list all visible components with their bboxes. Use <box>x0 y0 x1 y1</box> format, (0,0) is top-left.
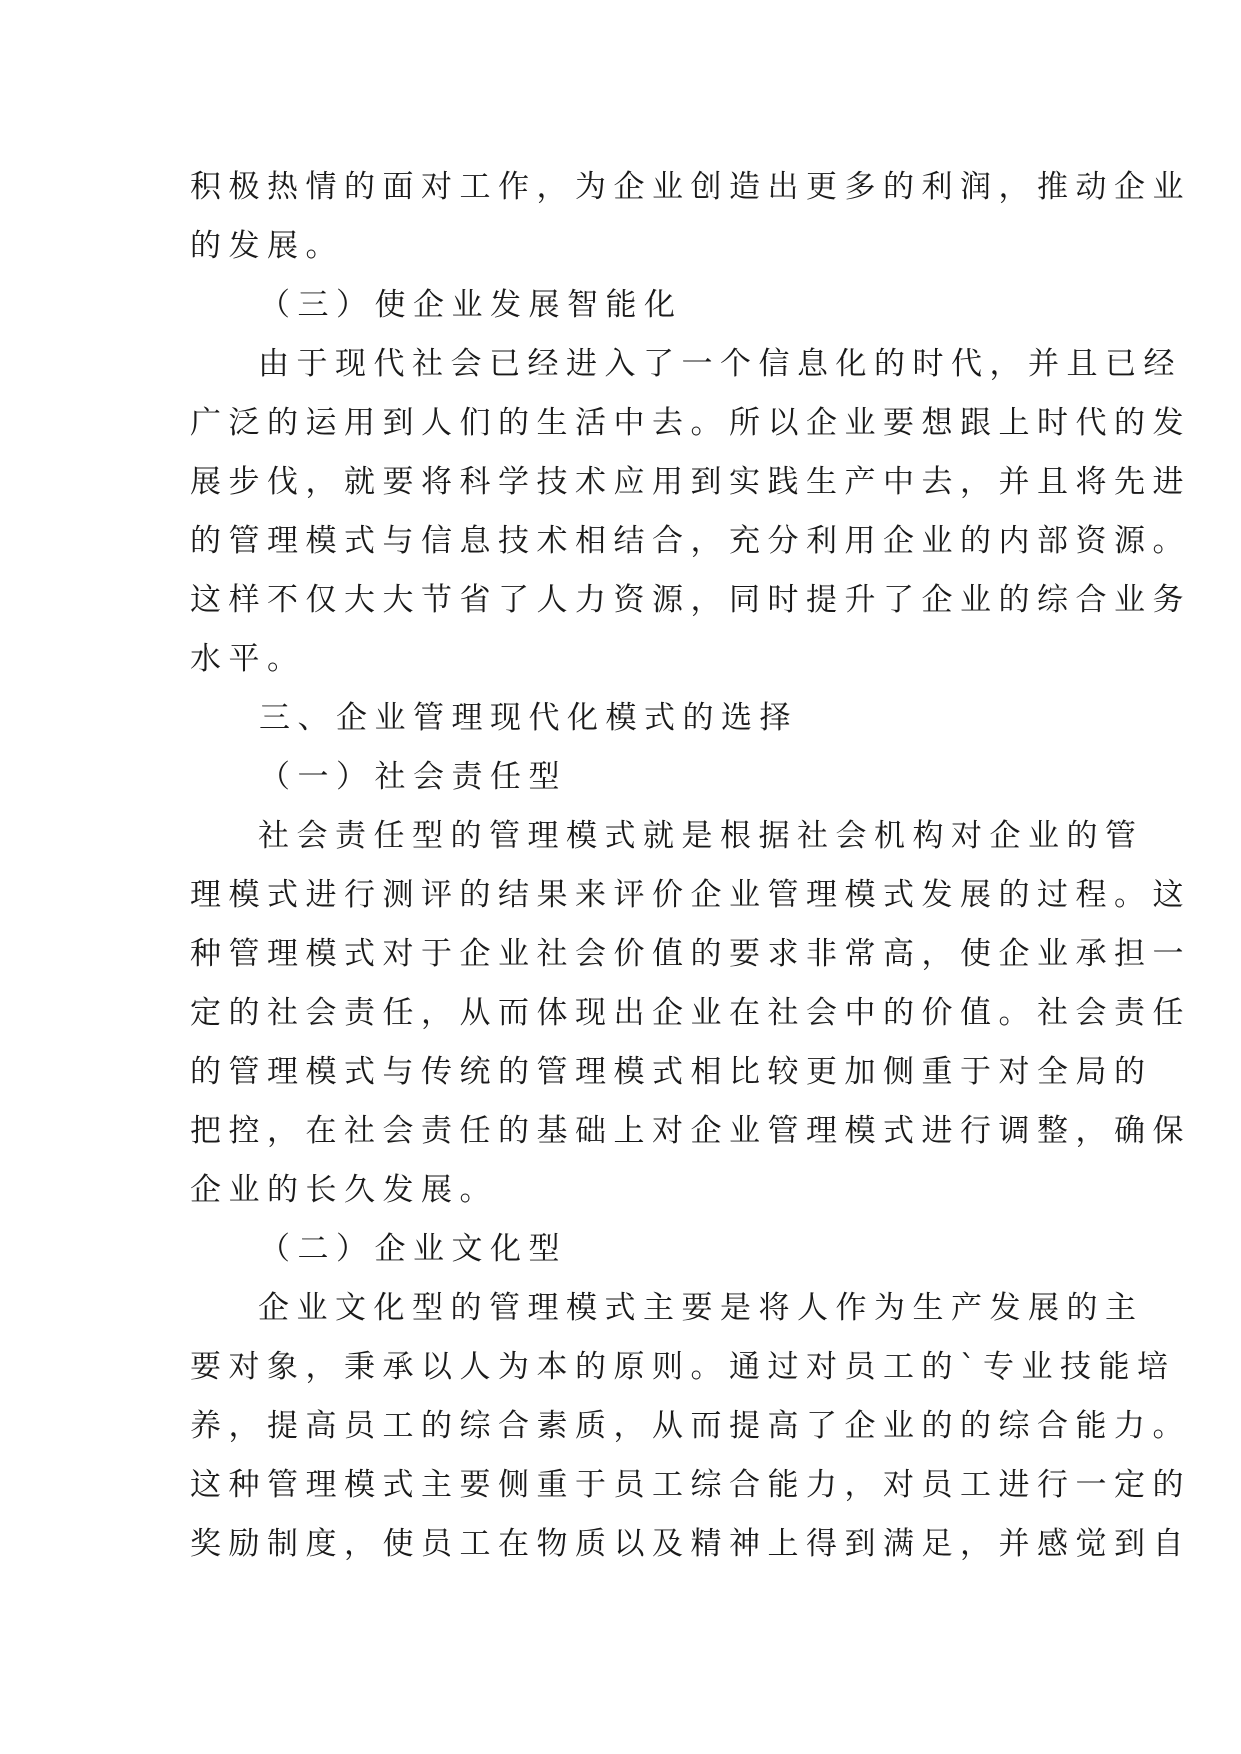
paragraph-start: 企业文化型的管理模式主要是将人作为生产发展的主 <box>258 1290 1144 1326</box>
text-line-7: 的管理模式与信息技术相结合，充分利用企业的内部资源。 <box>190 523 1191 559</box>
text-line-14: 种管理模式对于企业社会价值的要求非常高，使企业承担一 <box>190 936 1191 972</box>
paragraph-start: 社会责任型的管理模式就是根据社会机构对企业的管 <box>258 818 1144 854</box>
text-line-16: 的管理模式与传统的管理模式相比较更加侧重于对全局的 <box>190 1054 1153 1090</box>
text-line-13: 理模式进行测评的结果来评价企业管理模式发展的过程。这 <box>190 877 1191 913</box>
text-line-22: 养，提高员工的综合素质，从而提高了企业的的综合能力。 <box>190 1408 1191 1444</box>
text-line-24: 奖励制度，使员工在物质以及精神上得到满足，并感觉到自 <box>190 1526 1191 1562</box>
text-line-6: 展步伐，就要将科学技术应用到实践生产中去，并且将先进 <box>190 464 1191 500</box>
text-line-8: 这样不仅大大节省了人力资源，同时提升了企业的综合业务 <box>190 582 1191 618</box>
section-subheading-3: （三）使企业发展智能化 <box>259 287 683 323</box>
text-line-1: 积极热情的面对工作，为企业创造出更多的利润，推动企业 <box>190 169 1191 205</box>
section-subheading-1: （一）社会责任型 <box>259 759 567 795</box>
text-line-2: 的发展。 <box>190 228 344 264</box>
text-line-15: 定的社会责任，从而体现出企业在社会中的价值。社会责任 <box>190 995 1191 1031</box>
text-line-9: 水平。 <box>190 641 306 677</box>
text-line-23: 这种管理模式主要侧重于员工综合能力，对员工进行一定的 <box>190 1467 1191 1503</box>
text-line-21: 要对象，秉承以人为本的原则。通过对员工的`专业技能培 <box>190 1349 1176 1385</box>
document-body <box>190 158 1191 1574</box>
text-line-5: 广泛的运用到人们的生活中去。所以企业要想跟上时代的发 <box>190 405 1191 441</box>
paragraph-start: 由于现代社会已经进入了一个信息化的时代，并且已经 <box>258 346 1182 382</box>
section-subheading-2: （二）企业文化型 <box>259 1231 567 1267</box>
text-line-17: 把控，在社会责任的基础上对企业管理模式进行调整，确保 <box>190 1113 1191 1149</box>
text-line-18: 企业的长久发展。 <box>190 1172 498 1208</box>
section-heading-3: 三、企业管理现代化模式的选择 <box>259 700 798 736</box>
